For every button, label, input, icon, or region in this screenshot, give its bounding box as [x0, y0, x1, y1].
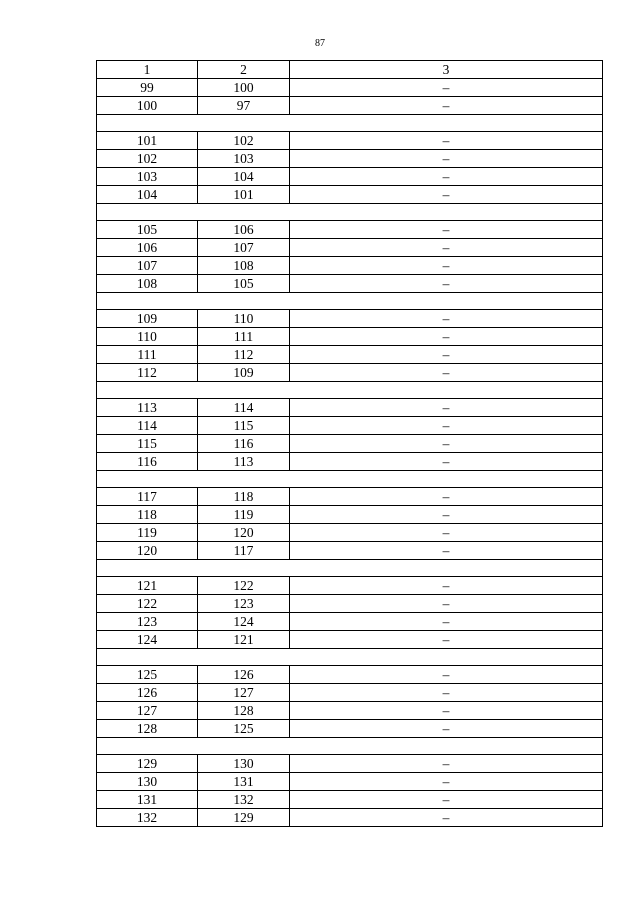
table-cell-col-3: –: [290, 132, 603, 150]
table-cell-col-1: 126: [97, 684, 198, 702]
table-cell-col-1: 116: [97, 453, 198, 471]
table-cell-col-1: 117: [97, 488, 198, 506]
table-cell-col-1: 112: [97, 364, 198, 382]
table-cell-col-3: –: [290, 524, 603, 542]
table-cell-col-2: 97: [198, 97, 290, 115]
table-cell-col-3: –: [290, 310, 603, 328]
table-cell-col-2: 111: [198, 328, 290, 346]
table-row: [97, 542, 603, 560]
table-cell-col-2: 124: [198, 613, 290, 631]
table-cell-col-3: –: [290, 809, 603, 827]
table-row: [97, 524, 603, 542]
table-cell-col-3: –: [290, 221, 603, 239]
table-cell-col-2: 113: [198, 453, 290, 471]
table-row: [97, 488, 603, 506]
table-cell-col-1: 109: [97, 310, 198, 328]
table-cell-col-1: 103: [97, 168, 198, 186]
table-cell-col-3: –: [290, 79, 603, 97]
table-row: [97, 328, 603, 346]
table-cell-col-2: 128: [198, 702, 290, 720]
table-cell-col-1: 122: [97, 595, 198, 613]
table-cell-col-2: 103: [198, 150, 290, 168]
table-cell-col-2: 104: [198, 168, 290, 186]
group-separator-row: [97, 738, 603, 755]
table-cell-col-2: 131: [198, 773, 290, 791]
table-cell-col-3: –: [290, 168, 603, 186]
column-header-2: 2: [198, 61, 290, 79]
table-cell-col-3: –: [290, 506, 603, 524]
group-separator-row: [97, 204, 603, 221]
table-row: [97, 506, 603, 524]
table-cell-col-1: 99: [97, 79, 198, 97]
table-row: [97, 613, 603, 631]
table-row: [97, 791, 603, 809]
table-cell-col-1: 124: [97, 631, 198, 649]
table-cell-col-1: 113: [97, 399, 198, 417]
table-cell-col-2: 127: [198, 684, 290, 702]
table-row: [97, 257, 603, 275]
table-cell-col-2: 129: [198, 809, 290, 827]
table-cell-col-2: 116: [198, 435, 290, 453]
table-row: [97, 666, 603, 684]
table-cell-col-1: 130: [97, 773, 198, 791]
table-row: [97, 417, 603, 435]
table-row: [97, 435, 603, 453]
table-cell-col-1: 110: [97, 328, 198, 346]
table-cell-col-2: 110: [198, 310, 290, 328]
table-cell-col-3: –: [290, 453, 603, 471]
table-cell-col-1: 102: [97, 150, 198, 168]
group-separator-row: [97, 115, 603, 132]
table-cell-col-1: 101: [97, 132, 198, 150]
table-row: [97, 755, 603, 773]
table-row: [97, 275, 603, 293]
table-cell-col-3: –: [290, 275, 603, 293]
table-cell-col-2: 132: [198, 791, 290, 809]
table-cell-col-3: –: [290, 435, 603, 453]
table-row: [97, 453, 603, 471]
table-cell-col-3: –: [290, 97, 603, 115]
table-cell-col-3: –: [290, 684, 603, 702]
table-cell-col-3: –: [290, 613, 603, 631]
table-cell-col-1: 127: [97, 702, 198, 720]
table-cell-col-1: 119: [97, 524, 198, 542]
page-number: 87: [315, 38, 325, 49]
separator-cell: [97, 738, 603, 755]
table-row: [97, 97, 603, 115]
table-cell-col-2: 126: [198, 666, 290, 684]
table-row: [97, 809, 603, 827]
separator-cell: [97, 293, 603, 310]
table-cell-col-3: –: [290, 186, 603, 204]
table-cell-col-2: 125: [198, 720, 290, 738]
table-row: [97, 79, 603, 97]
table-cell-col-1: 118: [97, 506, 198, 524]
table-row: [97, 364, 603, 382]
group-separator-row: [97, 382, 603, 399]
table-cell-col-1: 106: [97, 239, 198, 257]
separator-cell: [97, 560, 603, 577]
table-cell-col-2: 117: [198, 542, 290, 560]
table-cell-col-3: –: [290, 702, 603, 720]
group-separator-row: [97, 560, 603, 577]
table-row: [97, 310, 603, 328]
separator-cell: [97, 204, 603, 221]
table-cell-col-3: –: [290, 364, 603, 382]
table-cell-col-3: –: [290, 488, 603, 506]
table-cell-col-3: –: [290, 720, 603, 738]
table-row: [97, 720, 603, 738]
table-cell-col-2: 115: [198, 417, 290, 435]
table-cell-col-1: 108: [97, 275, 198, 293]
column-header-1: 1: [97, 61, 198, 79]
table-cell-col-1: 104: [97, 186, 198, 204]
table-cell-col-1: 100: [97, 97, 198, 115]
data-table: [96, 60, 603, 827]
table-cell-col-2: 130: [198, 755, 290, 773]
table-cell-col-2: 114: [198, 399, 290, 417]
table-row: [97, 702, 603, 720]
column-header-3: 3: [290, 61, 603, 79]
table-cell-col-1: 125: [97, 666, 198, 684]
table-cell-col-3: –: [290, 417, 603, 435]
table-cell-col-3: –: [290, 577, 603, 595]
table-body: [97, 61, 603, 827]
table-row: [97, 150, 603, 168]
table-cell-col-1: 131: [97, 791, 198, 809]
table-cell-col-3: –: [290, 150, 603, 168]
table-cell-col-3: –: [290, 666, 603, 684]
table-row: [97, 132, 603, 150]
table-row: [97, 168, 603, 186]
table-cell-col-1: 129: [97, 755, 198, 773]
table-cell-col-3: –: [290, 328, 603, 346]
separator-cell: [97, 115, 603, 132]
table-header-row: [97, 61, 603, 79]
table-cell-col-3: –: [290, 773, 603, 791]
table-cell-col-2: 109: [198, 364, 290, 382]
table-cell-col-2: 108: [198, 257, 290, 275]
group-separator-row: [97, 649, 603, 666]
table-cell-col-2: 112: [198, 346, 290, 364]
table-row: [97, 773, 603, 791]
group-separator-row: [97, 471, 603, 488]
table-cell-col-2: 123: [198, 595, 290, 613]
table-row: [97, 239, 603, 257]
table-row: [97, 595, 603, 613]
table-cell-col-1: 121: [97, 577, 198, 595]
table-cell-col-3: –: [290, 239, 603, 257]
table-cell-col-3: –: [290, 542, 603, 560]
table-cell-col-3: –: [290, 257, 603, 275]
table-cell-col-1: 128: [97, 720, 198, 738]
table-cell-col-2: 101: [198, 186, 290, 204]
table-cell-col-1: 123: [97, 613, 198, 631]
table-cell-col-1: 132: [97, 809, 198, 827]
separator-cell: [97, 382, 603, 399]
table-row: [97, 399, 603, 417]
table-cell-col-1: 107: [97, 257, 198, 275]
table-cell-col-1: 114: [97, 417, 198, 435]
table-row: [97, 684, 603, 702]
table-cell-col-3: –: [290, 399, 603, 417]
table-cell-col-2: 105: [198, 275, 290, 293]
table-cell-col-3: –: [290, 346, 603, 364]
table-cell-col-2: 100: [198, 79, 290, 97]
table-cell-col-2: 118: [198, 488, 290, 506]
table-row: [97, 186, 603, 204]
table-row: [97, 631, 603, 649]
table-row: [97, 577, 603, 595]
table-cell-col-2: 102: [198, 132, 290, 150]
group-separator-row: [97, 293, 603, 310]
separator-cell: [97, 649, 603, 666]
table-cell-col-1: 105: [97, 221, 198, 239]
table-cell-col-3: –: [290, 755, 603, 773]
table-cell-col-2: 120: [198, 524, 290, 542]
table-cell-col-3: –: [290, 791, 603, 809]
table-cell-col-2: 106: [198, 221, 290, 239]
table-row: [97, 346, 603, 364]
table-cell-col-2: 119: [198, 506, 290, 524]
table-cell-col-3: –: [290, 595, 603, 613]
table-row: [97, 221, 603, 239]
table-cell-col-2: 107: [198, 239, 290, 257]
table-cell-col-1: 120: [97, 542, 198, 560]
table-cell-col-2: 121: [198, 631, 290, 649]
table-cell-col-2: 122: [198, 577, 290, 595]
table-cell-col-1: 115: [97, 435, 198, 453]
table-cell-col-1: 111: [97, 346, 198, 364]
separator-cell: [97, 471, 603, 488]
table-cell-col-3: –: [290, 631, 603, 649]
